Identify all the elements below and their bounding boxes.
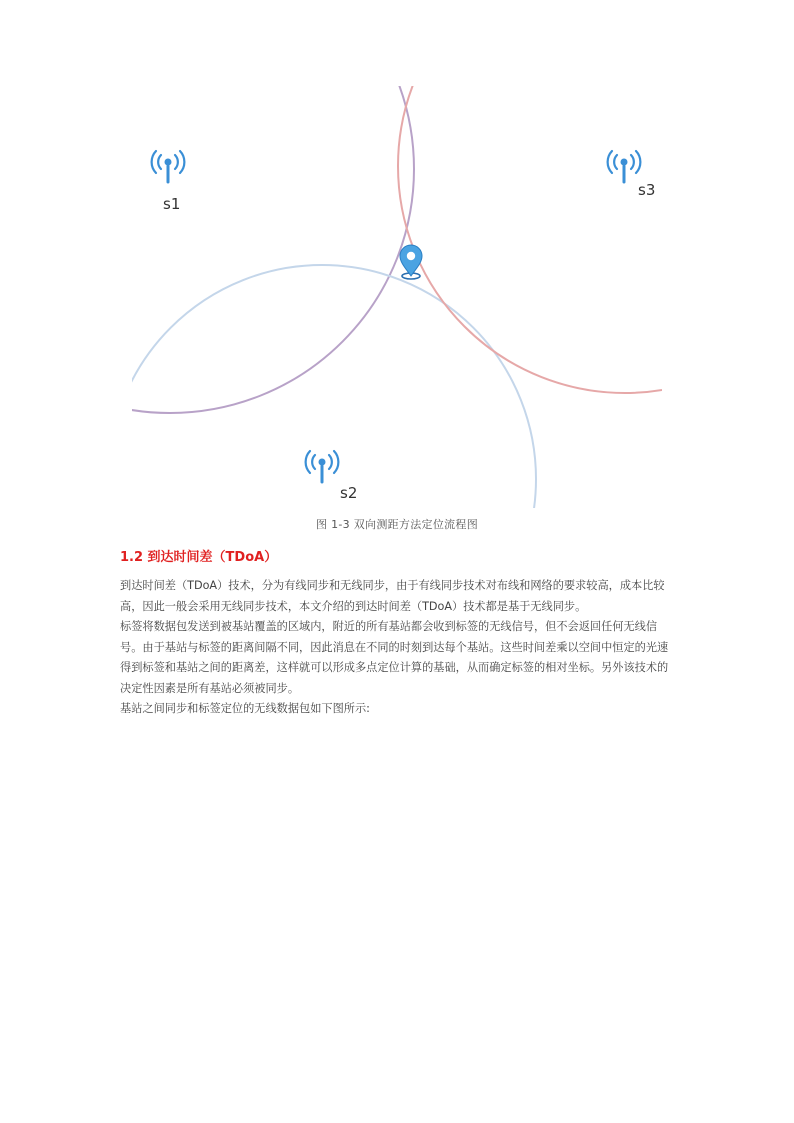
station-s1 (152, 151, 185, 213)
station-s3 (608, 151, 656, 199)
trilateration-diagram (132, 86, 662, 508)
paragraph: 标签将数据包发送到被基站覆盖的区域内，附近的所有基站都会收到标签的无线信号，但不会返回任何无线信号。由于基站与标签的距离间隔不同，因此消息在不同的时刻到达每个基站。这些时间差乘以空间中恒定的光速得到标签和基站之间的距离差，这样就可以形成多点定位计算的基础，从而确定标签的相对坐标。另外该技术的决定性因素是所有基站必须被同步。 (120, 620, 669, 695)
antenna-icon (152, 151, 185, 182)
station-s2 (306, 451, 358, 502)
paragraph: 基站之间同步和标签定位的无线数据包如下图所示: (120, 702, 370, 715)
range-circle-s1 (132, 86, 414, 413)
paragraph: 到达时间差（TDoA）技术，分为有线同步和无线同步，由于有线同步技术对布线和网络的要求较高，成本比较高，因此一般会采用无线同步技术，本文介绍的到达时间差（TDoA）技术都是基于无线同步。 (120, 579, 665, 613)
figure-caption: 图 1-3 双向测距方法定位流程图 (315, 518, 479, 531)
station-label-s1: s1 (163, 195, 181, 213)
antenna-icon (306, 451, 339, 482)
section-body (120, 576, 676, 720)
antenna-icon (608, 151, 641, 182)
station-label-s2: s2 (340, 484, 358, 502)
range-circle-s3 (398, 86, 662, 393)
station-label-s3: s3 (638, 181, 656, 199)
section-heading: 1.2 到达时间差（TDoA） (120, 550, 278, 565)
location-pin-icon (400, 245, 422, 279)
